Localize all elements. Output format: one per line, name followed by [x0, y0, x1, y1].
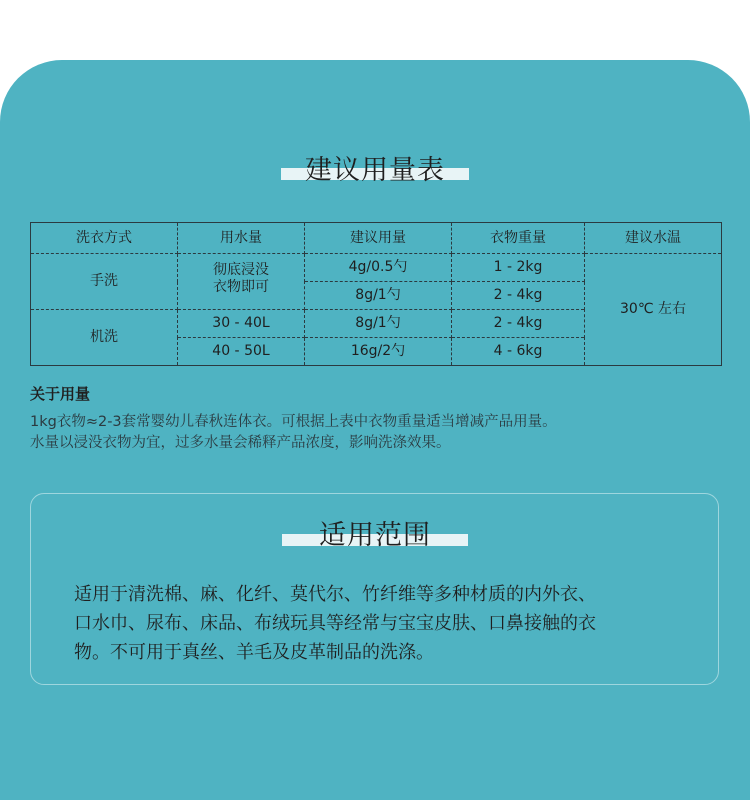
scope-title: 适用范围	[319, 520, 431, 551]
hand-wash-dose-1: 4g/0.5勺	[305, 254, 452, 282]
usage-notes	[30, 383, 730, 454]
scope-line-1: 适用于清洗棉、麻、化纤、莫代尔、竹纤维等多种材质的内外衣、	[74, 584, 596, 605]
machine-wash-water-2: 40 - 50L	[178, 338, 305, 366]
machine-wash-label: 机洗	[31, 310, 178, 366]
usage-table	[30, 222, 722, 366]
machine-wash-weight-1: 2 - 4kg	[452, 310, 585, 338]
notes-line-1: 1kg衣物≈2-3套常婴幼儿春秋连体衣。可根据上表中衣物重量适当增减产品用量。	[30, 414, 557, 430]
hand-wash-water: 彻底浸没 衣物即可	[178, 254, 305, 310]
machine-wash-weight-2: 4 - 6kg	[452, 338, 585, 366]
hand-wash-weight-2: 2 - 4kg	[452, 282, 585, 310]
table-row	[31, 254, 722, 282]
header-weight: 衣物重量	[452, 223, 585, 254]
scope-description	[74, 580, 682, 667]
notes-line-2: 水量以浸没衣物为宜，过多水量会稀释产品浓度，影响洗涤效果。	[30, 435, 451, 451]
usage-title: 建议用量表	[305, 155, 445, 186]
temperature-cell: 30℃ 左右	[585, 254, 722, 366]
table-header-row	[31, 223, 722, 254]
scope-line-3: 物。不可用于真丝、羊毛及皮革制品的洗涤。	[74, 642, 434, 663]
header-dose: 建议用量	[305, 223, 452, 254]
hand-wash-label: 手洗	[31, 254, 178, 310]
header-temperature: 建议水温	[585, 223, 722, 254]
scope-heading	[0, 513, 750, 552]
machine-wash-water-1: 30 - 40L	[178, 310, 305, 338]
hand-wash-dose-2: 8g/1勺	[305, 282, 452, 310]
machine-wash-dose-1: 8g/1勺	[305, 310, 452, 338]
hand-wash-weight-1: 1 - 2kg	[452, 254, 585, 282]
notes-title: 关于用量	[30, 385, 91, 403]
header-method: 洗衣方式	[31, 223, 178, 254]
header-water: 用水量	[178, 223, 305, 254]
usage-heading	[0, 148, 750, 187]
machine-wash-dose-2: 16g/2勺	[305, 338, 452, 366]
scope-line-2: 口水巾、尿布、床品、布绒玩具等经常与宝宝皮肤、口鼻接触的衣	[74, 613, 596, 634]
